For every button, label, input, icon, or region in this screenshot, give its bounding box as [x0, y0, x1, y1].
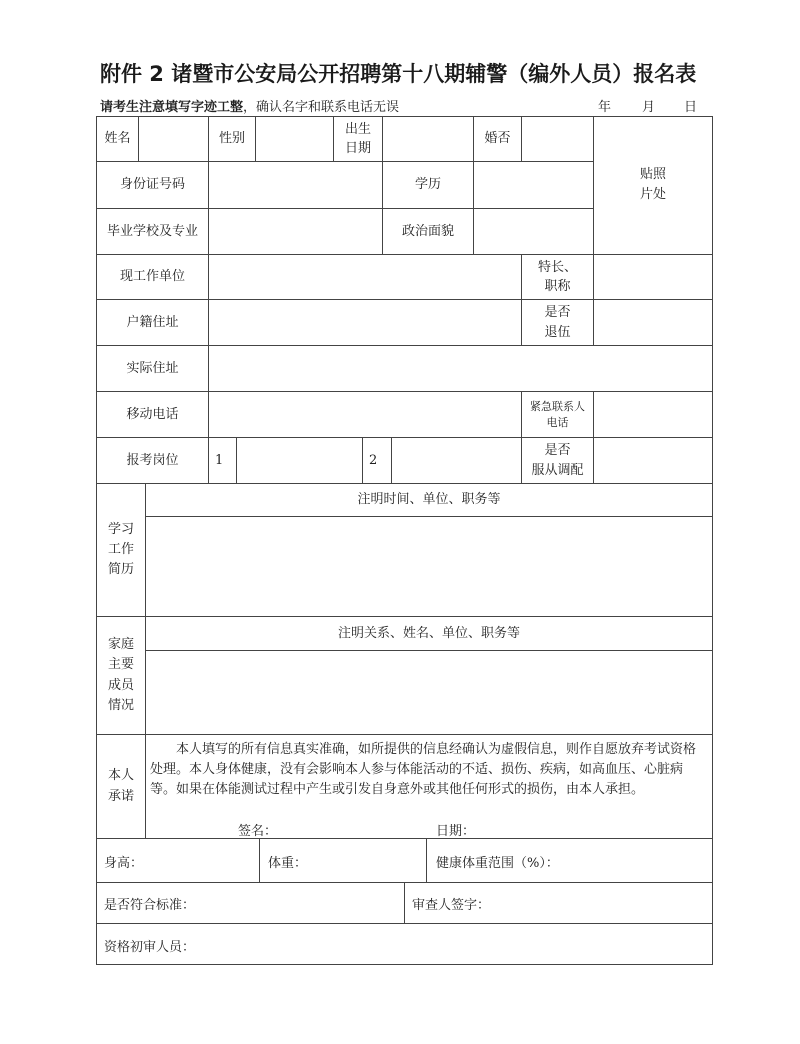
school-major-field[interactable]	[208, 208, 383, 255]
actual-address-label: 实际住址	[96, 345, 209, 392]
emergency-phone-label: 紧急联系人 电话	[521, 391, 594, 438]
political-label: 政治面貌	[382, 208, 474, 255]
choice-2-label: 2	[362, 437, 392, 484]
family-label: 家庭 主要 成员 情况	[96, 616, 146, 735]
name-label: 姓名	[96, 116, 139, 162]
choice-1-label: 1	[208, 437, 237, 484]
healthy-weight-range-label: 健康体重范围（%）：	[436, 856, 559, 871]
choice-1-field[interactable]	[236, 437, 363, 484]
header-month: 月	[642, 100, 656, 115]
reviewer-signature-label: 审查人签字：	[412, 898, 491, 913]
resume-hint: 注明时间、单位、职务等	[145, 483, 713, 517]
fill-notice-rest: ，确认名字和联系电话无误	[243, 100, 400, 115]
choice-2-field[interactable]	[391, 437, 522, 484]
specialty-label: 特长、 职称	[521, 254, 594, 300]
accept-adjustment-field[interactable]	[593, 437, 713, 484]
veteran-label: 是否 退伍	[521, 299, 594, 346]
education-field[interactable]	[473, 161, 594, 209]
pledge-label: 本人 承诺	[96, 734, 146, 839]
household-address-label: 户籍住址	[96, 299, 209, 346]
actual-address-field[interactable]	[208, 345, 713, 392]
id-number-field[interactable]	[208, 161, 383, 209]
family-hint: 注明关系、姓名、单位、职务等	[145, 616, 713, 651]
name-field[interactable]	[138, 116, 209, 162]
gender-field[interactable]	[255, 116, 334, 162]
meets-standard-label: 是否符合标准：	[104, 898, 196, 913]
weight-label: 体重：	[268, 856, 308, 871]
mobile-field[interactable]	[208, 391, 522, 438]
marital-field[interactable]	[521, 116, 594, 162]
family-field[interactable]	[145, 650, 713, 735]
education-label: 学历	[382, 161, 474, 209]
header-year: 年	[598, 100, 612, 115]
pledge-text: 本人填写的所有信息真实准确，如所提供的信息经确认为虚假信息，则作自愿放弃考试资格处理。本人身体健康，没有会影响本人参与体能活动的不适、损伤、疾病，如高血压、心脏病等。如果在体能测试过程中产生或引发自身意外或其他任何形式的损伤，由本人承担。	[150, 742, 697, 797]
mobile-label: 移动电话	[96, 391, 209, 438]
pledge-date-label: 日期：	[436, 824, 476, 839]
birth-date-field[interactable]	[382, 116, 474, 162]
emergency-phone-field[interactable]	[593, 391, 713, 438]
resume-field[interactable]	[145, 516, 713, 617]
specialty-field[interactable]	[593, 254, 713, 300]
signature-label: 签名：	[238, 824, 278, 839]
fill-notice	[100, 96, 399, 115]
veteran-field[interactable]	[593, 299, 713, 346]
photo-box[interactable]: 贴照 片处	[593, 116, 713, 255]
id-number-label: 身份证号码	[96, 161, 209, 209]
political-field[interactable]	[473, 208, 594, 255]
form-title: 附件 2 诸暨市公安局公开招聘第十八期辅警（编外人员）报名表	[100, 62, 697, 86]
initial-reviewer-label: 资格初审人员：	[104, 940, 196, 955]
birth-date-label: 出生 日期	[333, 116, 383, 162]
school-major-label: 毕业学校及专业	[96, 208, 209, 255]
accept-adjustment-label: 是否 服从调配	[521, 437, 594, 484]
fill-notice-bold: 请考生注意填写字迹工整	[100, 100, 244, 115]
household-address-field[interactable]	[208, 299, 522, 346]
current-employer-label: 现工作单位	[96, 254, 209, 300]
marital-label: 婚否	[473, 116, 522, 162]
current-employer-field[interactable]	[208, 254, 522, 300]
gender-label: 性别	[208, 116, 256, 162]
header-day: 日	[684, 100, 698, 115]
position-applied-label: 报考岗位	[96, 437, 209, 484]
resume-label: 学习 工作 简历	[96, 483, 146, 617]
height-label: 身高：	[104, 856, 144, 871]
